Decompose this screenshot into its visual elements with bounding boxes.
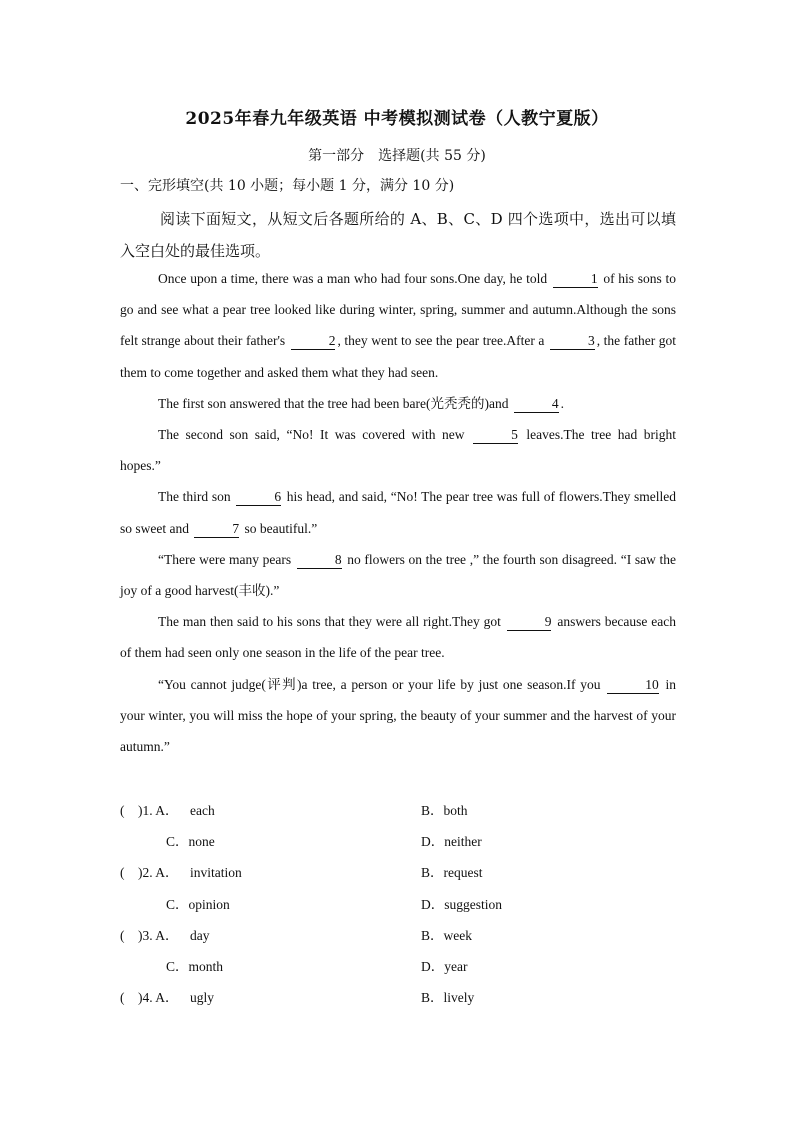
blank-5: 5	[473, 427, 518, 444]
option-b: B．lively	[421, 990, 475, 1006]
passage-paragraph	[120, 606, 676, 668]
option-c: C．none	[166, 834, 215, 850]
option-a: invitation	[190, 865, 242, 881]
section-heading: 一、完形填空(共 10 小题；每小题 1 分，满分 10 分)	[120, 178, 455, 194]
passage-text: in your winter, you will miss the hope of your spring, the beauty of your summer and the harvest of your autumn.”	[120, 676, 677, 755]
page-title: 2025年春九年级英语 中考模拟测试卷（人教宁夏版）	[185, 109, 609, 129]
question-number: ( )1. A．	[120, 803, 179, 818]
passage-text: answers because each of them had seen only one season in the life of the pear tree.	[120, 614, 676, 661]
option-d: D．year	[421, 958, 468, 974]
question-number: ( )2. A．	[120, 865, 179, 881]
blank-7: 7	[194, 521, 239, 538]
blank-1: 1	[553, 271, 598, 288]
passage-text: leaves.The tree had bright hopes.”	[120, 427, 677, 474]
passage	[120, 263, 676, 762]
passage-text: The third son	[158, 489, 231, 505]
passage-text: The second son said, “No! It was covered with new	[158, 427, 465, 443]
passage-paragraph	[120, 388, 676, 419]
blank-8: 8	[297, 552, 342, 569]
question-number: ( )4. A．	[120, 990, 179, 1006]
question-row	[120, 857, 700, 888]
passage-text: no flowers on the tree ,” the fourth son disagreed. “I saw the joy of a good harvest(丰收).”	[120, 551, 676, 599]
option-c: C．month	[166, 958, 224, 974]
passage-paragraph	[120, 419, 676, 481]
question-options	[120, 795, 700, 1013]
passage-paragraph	[120, 263, 676, 388]
question-row	[120, 982, 700, 1013]
passage-text: , they went to see the pear tree.After a	[337, 333, 545, 349]
passage-text: of his sons to go and see what a pear tree looked like during winter, spring, summer and autumn.Although the sons felt strange about their father's	[120, 271, 677, 349]
blank-2: 2	[291, 333, 336, 350]
passage-text: , the father got them to come together and asked them what they had seen.	[120, 333, 677, 380]
option-b: B．request	[421, 865, 483, 881]
passage-paragraph	[120, 669, 676, 763]
passage-text: “There were many pears	[158, 551, 292, 567]
passage-text: so beautiful.”	[244, 520, 318, 536]
blank-10: 10	[607, 677, 659, 694]
question-row	[120, 951, 700, 982]
passage-paragraph	[120, 481, 676, 543]
passage-text: The man then said to his sons that they were all right.They got	[158, 614, 501, 630]
question-row	[120, 889, 700, 920]
blank-9: 9	[507, 614, 552, 631]
option-b: B．both	[421, 803, 468, 818]
blank-4: 4	[514, 396, 559, 413]
option-a: each	[190, 803, 215, 818]
option-c: C．opinion	[166, 896, 230, 912]
passage-text: .	[560, 395, 564, 411]
passage-text: his head, and said, “No! The pear tree was full of flowers.They smelled so sweet and	[120, 489, 676, 536]
question-row	[120, 795, 700, 826]
option-a: day	[190, 927, 210, 943]
blank-6: 6	[236, 489, 281, 506]
option-b: B．week	[421, 927, 472, 943]
question-number: ( )3. A．	[120, 927, 179, 943]
question-row	[120, 920, 700, 951]
part-heading: 第一部分 选择题(共 55 分)	[308, 148, 486, 164]
blank-3: 3	[550, 333, 595, 350]
passage-text: “You cannot judge(评判)a tree, a person or your life by just one season.If you	[158, 676, 601, 692]
instruction-text: 阅读下面短文，从短文后各题所给的 A、B、C、D 四个选项中，选出可以填入空白处的最佳选项。	[120, 210, 676, 260]
option-a: ugly	[190, 990, 215, 1006]
option-d: D．neither	[421, 834, 482, 850]
passage-paragraph	[120, 544, 676, 606]
question-row	[120, 826, 700, 857]
passage-text: The first son answered that the tree had been bare(光秃秃的)and	[158, 395, 509, 411]
option-d: D．suggestion	[421, 896, 502, 912]
passage-text: Once upon a time, there was a man who had four sons.One day, he told	[158, 271, 548, 286]
